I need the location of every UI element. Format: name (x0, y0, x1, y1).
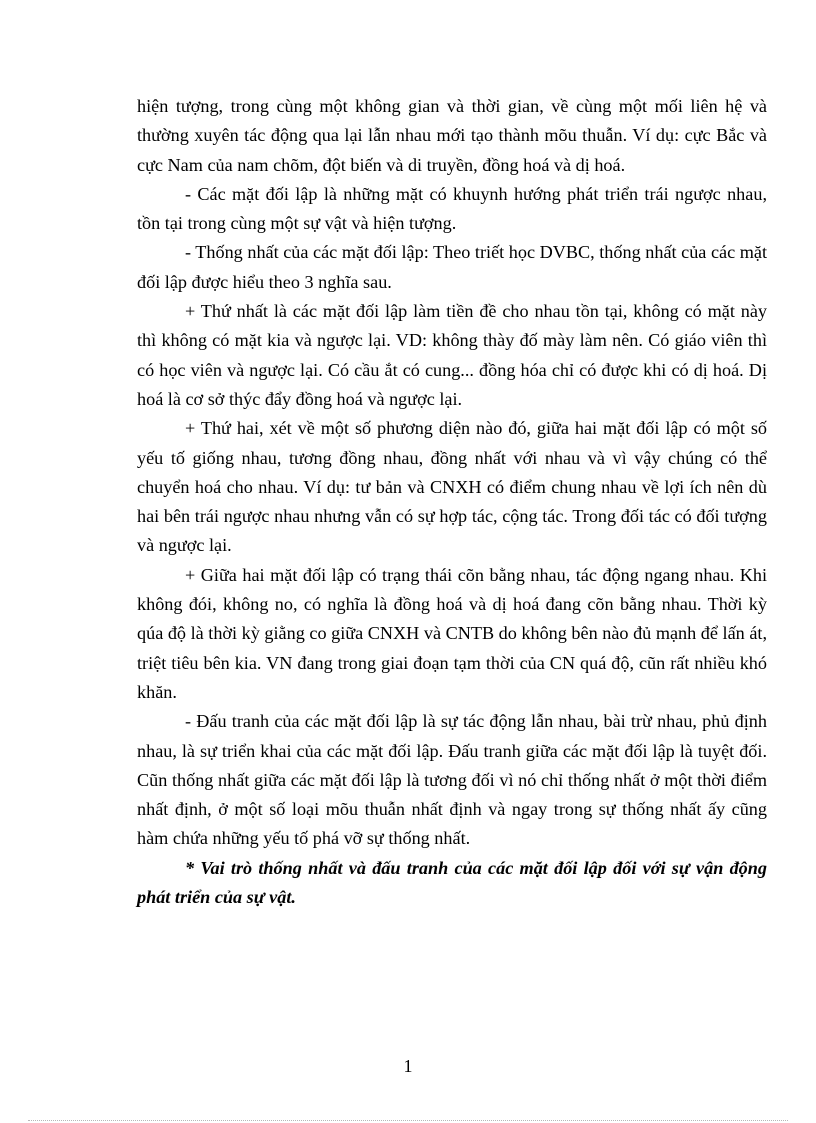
paragraph-first-meaning: + Thứ nhất là các mặt đối lập làm tiền đề cho nhau tồn tại, không có mặt này thì không có mặt kia và ngược lại. VD: không thày đố mày làm nên. Có giáo viên thì có học viên và ngược lại. Có cầu ắt có cung... đồng hóa chỉ có được khi có dị hoá. Dị hoá là cơ sở thýc đẩy đồng hoá và ngược lại. (137, 301, 767, 409)
paragraph-second-meaning: + Thứ hai, xét về một số phương diện nào đó, giữa hai mặt đối lập có một số yếu tố giống nhau, tương đồng nhau, đồng nhất với nhau và vì vậy chúng có thể chuyển hoá cho nhau. Ví dụ: tư bản và CNXH có điểm chung nhau về lợi ích nên dù hai bên trái ngược nhau nhưng vẫn có sự hợp tác, cộng tác. Trong đối tác có đối tượng và ngược lại. (137, 418, 767, 556)
paragraph-unity-of-opposites: - Thống nhất của các mặt đối lập: Theo triết học DVBC, thống nhất của các mặt đối lập được hiểu theo 3 nghĩa sau. (137, 242, 767, 292)
document-body (137, 92, 767, 912)
page-divider (28, 1120, 788, 1121)
paragraph-continuation: hiện tượng, trong cùng một không gian và thời gian, về cùng một mối liên hệ và thường xuyên tác động qua lại lẫn nhau mới tạo thành mõu thuẫn. Ví dụ: cực Bắc và cực Nam của nam chõm, đột biến và di truyền, đồng hoá và dị hoá. (137, 96, 767, 175)
paragraph-third-meaning: + Giữa hai mặt đối lập có trạng thái cõn bằng nhau, tác động ngang nhau. Khi không đói, không no, có nghĩa là đồng hoá và dị hoá đang cõn bằng nhau. Thời kỳ qúa độ là thời kỳ giằng co giữa CNXH và CNTB do không bên nào đủ mạnh để lấn át, triệt tiêu bên kia. VN đang trong giai đoạn tạm thời của CN quá độ, cũn rất nhiều khó khăn. (137, 564, 767, 702)
paragraph-struggle-of-opposites: - Đấu tranh của các mặt đối lập là sự tác động lẫn nhau, bài trừ nhau, phủ định nhau, là sự triển khai của các mặt đối lập. Đấu tranh giữa các mặt đối lập là tuyệt đối. Cũn thống nhất giữa các mặt đối lập là tương đối vì nó chỉ thống nhất ở một thời điểm nhất định, ở một số loại mõu thuẫn nhất định và ngay trong sự thống nhất ấy cũng hàm chứa những yếu tố phá vỡ sự thống nhất. (137, 711, 767, 849)
paragraph-opposites-definition: - Các mặt đối lập là những mặt có khuynh hướng phát triển trái ngược nhau, tồn tại trong cùng một sự vật và hiện tượng. (137, 183, 767, 234)
page-number: 1 (403, 1056, 413, 1076)
section-heading-role: * Vai trò thống nhất và đấu tranh của các mặt đối lập đối với sự vận động phát triển của sự vật. (137, 857, 767, 908)
